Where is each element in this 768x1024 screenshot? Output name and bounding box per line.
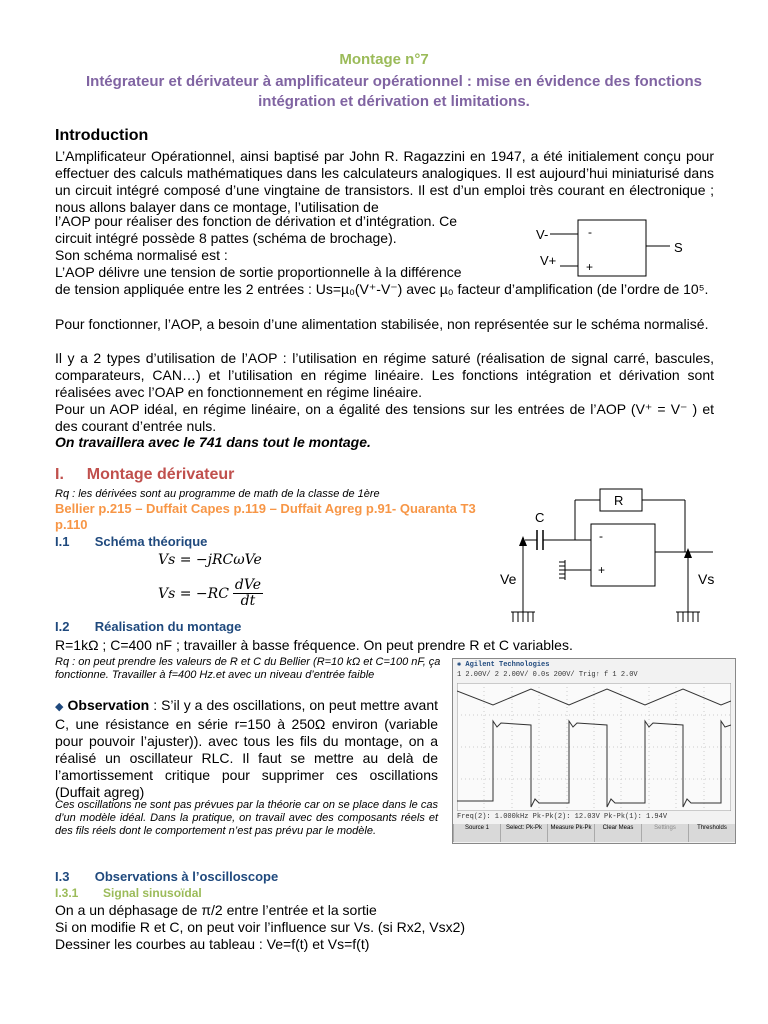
subsection-1-3-title: Observations à l’oscilloscope: [94, 869, 279, 884]
section-1-references: Bellier p.215 – Duffait Capes p.119 – Duffait Agreg p.91- Quaranta T3 p.110: [55, 501, 476, 532]
intro-paragraph-6: On travaillera avec le 741 dans tout le montage.: [55, 434, 371, 450]
scope-key-source: Source 1: [453, 824, 500, 842]
subsection-1-3-1-heading: [55, 886, 202, 900]
scope-brand: ✺ Agilent Technologies: [457, 661, 550, 669]
subsection-1-1-number: I.1: [55, 534, 70, 549]
observation-note: Ces oscillations ne sont pas prévues par la théorie car on se place dans le cas d’un modèle idéal. Dans la pratique, on travail avec des composants réels et des fils réels dont le comportement n’est pas prévu par le modèle.: [55, 799, 438, 837]
subsection-1-2-remark: Rq : on peut prendre les valeurs de R et C du Bellier (R=10 kΩ et C=100 nF, ça fonctionne. Travailler à f=400 Hz.et avec un niveau d’entrée faible: [55, 656, 441, 681]
observation-text: : S’il y a des oscillations, on peut mettre avant C, une résistance en série r=150 à 250Ω environ (variable pour pouvoir l’ajuster)). avec tous les fils du montage, on a réalisé un oscillateur RLC. Il faut se mettre au delà de l’amortissement critique pour supprimer ces oscillations (Duffait agreg): [55, 697, 438, 800]
intro-line-c: Son schéma normalisé est :: [55, 247, 228, 263]
scope-bottom-readout: Freq(2): 1.000kHz Pk-Pk(2): 12.03V Pk-Pk(1): 1.94V: [457, 813, 668, 821]
intro-paragraph-5: Pour un AOP idéal, en régime linéaire, on a égalité des tensions sur les entrées de l’AOP (V⁺ = V⁻ ) et des courant d’entrée nuls.: [55, 401, 714, 434]
circuit-label-ve: Ve: [500, 571, 517, 587]
scope-brand-icon: ✺: [457, 661, 462, 669]
oscilloscope-screenshot: [452, 658, 736, 844]
aop-symbol-diagram: [530, 218, 730, 282]
scope-top-readout: 1 2.00V/ 2 2.00V/ 0.0s 200V/ Trig↑ f 1 2.0V: [457, 671, 638, 679]
scope-softkeys: [453, 824, 735, 842]
intro-line-d: L’AOP délivre une tension de sortie proportionnelle à la différence: [55, 264, 462, 280]
equation-2-denominator: dt: [240, 593, 256, 609]
subsection-1-3-heading: [55, 869, 278, 884]
aop-label-plus: +: [586, 260, 594, 274]
intro-paragraph-2: de tension appliquée entre les 2 entrées : Us=µ₀(V⁺-V⁻) avec µ₀ facteur d’amplification (de l’ordre de 10⁵.: [55, 281, 709, 297]
subsection-1-3-1-line-3: Dessiner les courbes au tableau : Ve=f(t) et Vs=f(t): [55, 936, 370, 952]
intro-line-a: l’AOP pour réaliser des fonction de dérivation et d’intégration. Ce: [55, 213, 458, 229]
circuit-label-vs: Vs: [698, 571, 715, 587]
scope-key-clear: Clear Meas: [594, 824, 641, 842]
subsection-1-3-1-line-2: Si on modifie R et C, on peut voir l’influence sur Vs. (si Rx2, Vsx2): [55, 919, 466, 935]
subsection-1-3-1-number: I.3.1: [55, 886, 79, 900]
aop-label-out: S: [674, 240, 683, 255]
scope-screen: [457, 683, 731, 811]
subsection-1-2-heading: [55, 619, 241, 634]
circuit-label-c: C: [535, 510, 545, 525]
section-1-heading: [55, 466, 234, 484]
page-subtitle: Intégrateur et dérivateur à amplificateur opérationnel : mise en évidence des fonctions intégration et dérivation et limitations.: [85, 73, 702, 110]
intro-line-b: circuit intégré possède 8 pattes (schéma de brochage).: [55, 230, 397, 246]
scope-key-settings: Settings: [641, 824, 688, 842]
equation-1: Vs = −jRCωVe: [158, 552, 262, 568]
equation-2-numerator: dVe: [234, 577, 261, 593]
scope-key-select: Select: Pk-Pk: [500, 824, 547, 842]
observation-block: [55, 697, 438, 801]
scope-key-thresholds: Thresholds: [688, 824, 735, 842]
aop-label-minus: -: [588, 225, 592, 239]
page-title: Montage n°7: [339, 51, 429, 68]
subsection-1-3-1-title: Signal sinusoïdal: [103, 886, 202, 900]
equation-2: [158, 578, 263, 609]
aop-label-vminus: V-: [536, 227, 549, 242]
section-1-title: Montage dérivateur: [86, 466, 235, 483]
diamond-bullet-icon: ◆: [55, 701, 64, 713]
intro-paragraph-1: L’Amplificateur Opérationnel, ainsi baptisé par John R. Ragazzini en 1947, a été initialement conçu pour effectuer des calculs mathématiques dans les calculateurs analogiques. Il est aujourd’hui miniaturisé dans un circuit intégré composé d’une vingtaine de transistors. Il est d’un emploi très courant en électronique ; nous allons balayer dans ce montage, l’utilisation de: [55, 148, 714, 215]
circuit-label-plus: +: [598, 563, 606, 577]
derivator-circuit-diagram: [495, 480, 735, 630]
intro-paragraph-4: Il y a 2 types d’utilisation de l’AOP : l’utilisation en régime saturé (réalisation de signal carré, bascules, comparateurs, CAN…) et l’utilisation en régime linéaire. Les fonctions intégration et dérivation sont réalisées avec l’OAP en fonctionnement en régime linéaire.: [55, 350, 714, 400]
subsection-1-2-title: Réalisation du montage: [94, 619, 242, 634]
subsection-1-2-number: I.2: [55, 619, 70, 634]
circuit-label-minus: -: [599, 529, 603, 543]
aop-label-vplus: V+: [540, 253, 557, 268]
subsection-1-2-text: R=1kΩ ; C=400 nF ; travailler à basse fréquence. On peut prendre R et C variables.: [55, 637, 573, 653]
equation-2-left: Vs = −RC: [158, 585, 229, 602]
section-1-remark: Rq : les dérivées sont au programme de math de la classe de 1ère: [55, 488, 380, 500]
subsection-1-3-1-line-1: On a un déphasage de π/2 entre l’entrée et la sortie: [55, 902, 377, 918]
subsection-1-3-number: I.3: [55, 869, 70, 884]
section-1-number: I.: [55, 466, 64, 483]
subsection-1-1-heading: [55, 534, 207, 549]
observation-label: Observation: [67, 697, 150, 713]
intro-paragraph-3: Pour fonctionner, l’AOP, a besoin d’une alimentation stabilisée, non représentée sur le schéma normalisé.: [55, 316, 709, 332]
circuit-label-r: R: [614, 493, 624, 508]
scope-key-measure: Measure Pk-Pk: [547, 824, 594, 842]
intro-heading: Introduction: [55, 127, 149, 144]
subsection-1-1-title: Schéma théorique: [94, 534, 208, 549]
